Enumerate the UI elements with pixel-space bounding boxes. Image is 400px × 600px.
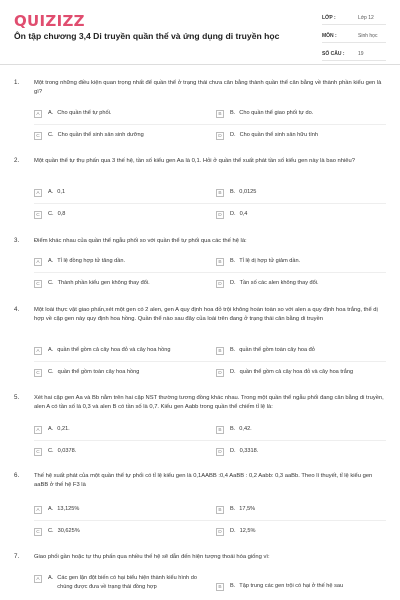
- option-label: D.: [230, 132, 236, 138]
- option-letter-box: A: [34, 110, 42, 118]
- meta-row-class: [322, 11, 386, 25]
- option-label: A.: [48, 347, 54, 353]
- option-text: Tần số các alen không thay đổi.: [239, 280, 319, 286]
- option-b[interactable]: [216, 257, 386, 270]
- option-letter-box: A: [34, 575, 42, 583]
- option-c[interactable]: [34, 527, 204, 540]
- option-text: 17,5%: [239, 506, 256, 512]
- option-label: A.: [48, 426, 54, 432]
- meta-table: [322, 11, 386, 65]
- option-text: quần thể gồm toàn cây hoa đỏ: [239, 347, 315, 353]
- option-d[interactable]: [216, 131, 386, 144]
- question-number: 6.: [14, 472, 20, 479]
- option-c[interactable]: [34, 279, 204, 292]
- option-label: B.: [230, 110, 236, 116]
- question-text: Thế hệ xuất phát của một quần thể tự phối có tỉ lệ kiểu gen là 0,1AABB :0,4 AaBB : 0,2 Aabb: 0,3 aaBb. Theo lí thuyết, tỉ lệ kiểu gen aaBB ở thế hệ F3 là: [34, 473, 373, 488]
- option-b[interactable]: [216, 505, 386, 518]
- question-text: Điểm khác nhau của quần thể ngẫu phối so với quần thể tự phối qua các thế hệ là:: [34, 238, 247, 244]
- option-text: Cho quần thể sinh sản hữu tính: [239, 132, 318, 138]
- meta-value: Sinh học: [358, 32, 378, 39]
- option-text: 30,625%: [57, 528, 80, 534]
- option-letter-box: D: [216, 369, 224, 377]
- option-a[interactable]: [34, 109, 204, 122]
- option-a[interactable]: [34, 505, 204, 518]
- meta-value: 19: [358, 50, 364, 57]
- divider: [34, 361, 386, 362]
- divider: [34, 272, 386, 273]
- option-label: B.: [230, 583, 236, 589]
- option-b[interactable]: [216, 425, 386, 438]
- option-letter-box: B: [216, 189, 224, 197]
- option-text: quần thể gồm toàn cây hoa hồng: [57, 369, 140, 375]
- option-label: C.: [48, 132, 54, 138]
- option-text: Thành phần kiểu gen không thay đổi.: [57, 280, 150, 286]
- option-text: Các gen lặn đột biến có hại biểu hiện thành kiểu hình do chúng được đưa về trạng thái đồng hợp: [57, 575, 197, 590]
- option-letter-box: D: [216, 528, 224, 536]
- meta-row-subject: [322, 29, 386, 43]
- meta-row-count: [322, 47, 386, 61]
- option-letter-box: B: [216, 506, 224, 514]
- meta-key: MÔN :: [322, 32, 337, 39]
- quizizz-logo: QUIZIZZ: [14, 12, 85, 30]
- option-label: C.: [48, 280, 54, 286]
- option-text: 13,125%: [57, 506, 80, 512]
- option-letter-box: D: [216, 211, 224, 219]
- option-letter-box: B: [216, 258, 224, 266]
- question-text: Một quần thể tự thụ phấn qua 3 thế hệ, tần số kiểu gen Aa là 0,1. Hỏi ở quần thể xuất phát tần số kiểu gen này là bao nhiêu?: [34, 158, 355, 164]
- option-c[interactable]: [34, 210, 204, 223]
- option-letter-box: B: [216, 110, 224, 118]
- question-number: 3.: [14, 237, 20, 244]
- option-letter-box: D: [216, 280, 224, 288]
- meta-value: Lớp 12: [358, 14, 374, 21]
- option-letter-box: B: [216, 347, 224, 355]
- option-label: C.: [48, 211, 54, 217]
- meta-key: LỚP :: [322, 14, 336, 21]
- question-number: 2.: [14, 157, 20, 164]
- option-letter-box: A: [34, 347, 42, 355]
- option-letter-box: C: [34, 280, 42, 288]
- option-d[interactable]: [216, 368, 386, 381]
- option-text: quần thể gồm cả cây hoa đỏ và cây hoa hồng: [57, 347, 171, 353]
- option-label: A.: [48, 258, 54, 264]
- worksheet-title: Ôn tập chương 3,4 Di truyền quần thể và ứng dụng di truyền học: [14, 31, 280, 41]
- option-letter-box: C: [34, 369, 42, 377]
- option-c[interactable]: [34, 447, 204, 460]
- option-letter-box: C: [34, 448, 42, 456]
- option-b[interactable]: [216, 346, 386, 359]
- option-label: B.: [230, 258, 236, 264]
- option-text: 0,21.: [57, 426, 70, 432]
- question-text: Một trong những điều kiện quan trọng nhất để quần thể ở trạng thái chưa cân bằng thành quần thể cân bằng về thành phần kiểu gen là gì?: [34, 80, 382, 95]
- option-text: Cho quần thể giao phối tự do.: [239, 110, 314, 116]
- option-text: 0,0125: [239, 189, 257, 195]
- option-text: Tỉ lệ đồng hợp tử tăng dần.: [57, 258, 126, 264]
- divider: [34, 440, 386, 441]
- option-label: A.: [48, 189, 54, 195]
- question-text: Một loài thực vật giao phấn,xét một gen có 2 alen, gen A quy định hoa đỏ trội không hoàn toàn so với alen a quy định hoa trắng, thể dị hợp về cặp gen này quy định hoa hồng. Quần thể nào sau đây của loài trên đang ở trạng thái cân bằng di truyền: [34, 307, 378, 322]
- option-letter-box: A: [34, 426, 42, 434]
- option-letter-box: A: [34, 189, 42, 197]
- option-text: quần thể gồm cả cây hoa đỏ và cây hoa trắng: [239, 369, 354, 375]
- option-letter-box: B: [216, 583, 224, 591]
- option-label: B.: [230, 189, 236, 195]
- divider: [34, 203, 386, 204]
- option-text: 0,0378.: [57, 448, 77, 454]
- option-a[interactable]: [34, 574, 204, 600]
- option-letter-box: C: [34, 211, 42, 219]
- option-d[interactable]: [216, 447, 386, 460]
- option-label: C.: [48, 369, 54, 375]
- option-d[interactable]: [216, 279, 386, 292]
- option-label: D.: [230, 528, 236, 534]
- option-a[interactable]: [34, 346, 204, 359]
- question-number: 1.: [14, 79, 20, 86]
- worksheet-header: [0, 0, 400, 65]
- question-text: Xét hai cặp gen Aa và Bb nằm trên hai cặp NST thường tương đồng khác nhau. Trong một quần thể ngẫu phối đang cân bằng di truyền, alen A có tần số là 0,3 và alen B có tần số là 0,7. Kiểu gen Aabb trong quần thể chiếm tỉ lệ là:: [34, 395, 384, 410]
- question-number: 5.: [14, 394, 20, 401]
- option-label: D.: [230, 448, 236, 454]
- option-letter-box: C: [34, 528, 42, 536]
- option-b[interactable]: [216, 109, 386, 122]
- option-a[interactable]: [34, 257, 204, 270]
- divider: [34, 124, 386, 125]
- option-d[interactable]: [216, 527, 386, 540]
- option-label: A.: [48, 575, 54, 581]
- option-text: Cho quần thể tự phối.: [57, 110, 112, 116]
- option-label: D.: [230, 280, 236, 286]
- option-label: C.: [48, 528, 54, 534]
- option-label: B.: [230, 506, 236, 512]
- option-text: 12,5%: [239, 528, 256, 534]
- option-text: 0,8: [57, 211, 66, 217]
- meta-key: SỐ CÂU :: [322, 50, 345, 57]
- option-a[interactable]: [34, 188, 204, 201]
- option-text: 0,42.: [239, 426, 252, 432]
- option-letter-box: C: [34, 132, 42, 140]
- option-b[interactable]: [216, 582, 386, 595]
- option-label: C.: [48, 448, 54, 454]
- option-letter-box: D: [216, 132, 224, 140]
- option-label: A.: [48, 110, 54, 116]
- option-b[interactable]: [216, 188, 386, 201]
- option-letter-box: A: [34, 506, 42, 514]
- option-text: Cho quần thể sinh sản sinh dưỡng: [57, 132, 144, 138]
- option-a[interactable]: [34, 425, 204, 438]
- option-text: Tỉ lệ dị hợp tử giảm dần.: [239, 258, 301, 264]
- question-text: Giao phối gần hoặc tự thụ phấn qua nhiều thế hệ sẽ dẫn đến hiện tượng thoái hóa giống vì:: [34, 554, 270, 560]
- option-c[interactable]: [34, 368, 204, 381]
- option-label: B.: [230, 426, 236, 432]
- question-number: 7.: [14, 553, 20, 560]
- question-number: 4.: [14, 306, 20, 313]
- divider: [34, 520, 386, 521]
- option-label: D.: [230, 369, 236, 375]
- option-text: 0,3318.: [239, 448, 259, 454]
- option-label: D.: [230, 211, 236, 217]
- option-c[interactable]: [34, 131, 204, 144]
- option-letter-box: A: [34, 258, 42, 266]
- option-label: A.: [48, 506, 54, 512]
- option-d[interactable]: [216, 210, 386, 223]
- option-letter-box: B: [216, 426, 224, 434]
- option-letter-box: D: [216, 448, 224, 456]
- option-label: B.: [230, 347, 236, 353]
- option-text: 0,1: [57, 189, 66, 195]
- option-text: 0,4: [239, 211, 248, 217]
- option-text: Tập trung các gen trội có hại ở thế hệ sau: [239, 583, 344, 589]
